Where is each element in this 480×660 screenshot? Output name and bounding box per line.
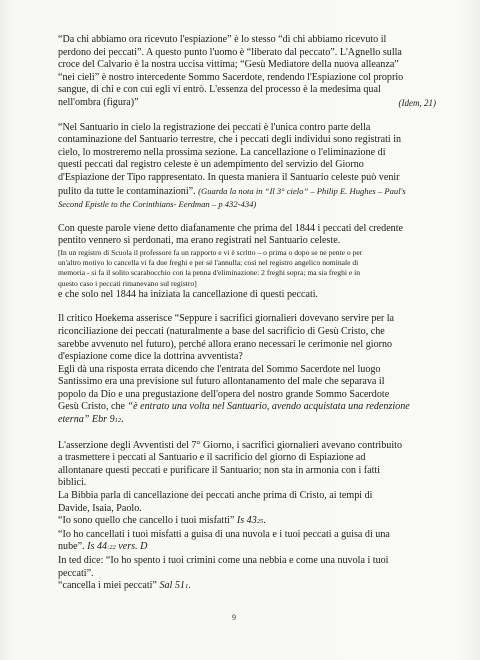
text-line [58,185,436,199]
text-line: “Nel Santuario in cielo la registrazione dei peccati è l'unica contro parte della [58,121,371,133]
text-line [58,515,436,529]
text-line: Egli dà una risposta errata dicendo che l'entrata del Sommo Sacerdote nel luogo [58,363,381,375]
text-line: Il critico Hoekema asserisce “Seppure i sacrifici giornalieri dovevano servire per la [58,313,395,325]
text-fragment: . [121,414,124,426]
text-line: Santissimo era una previsione sul futuro allontanamento del male che separava il [58,376,385,388]
text-line: sangue, di chi e con cui egli vi entrò. L'essenza del processo è la medesima qual [58,84,381,96]
bracket-note-line: [In un registro di Scuola il professore fa un rapporto e vi è scritto – o prima o dopo se ne pente o per [58,247,363,257]
text-line: d'Espiazione der Tipo rappresentato. In questa maniera il Santuario celeste può venir [58,171,400,183]
text-fragment: Gesù Cristo, che [58,401,128,413]
text-line: “Io ho cancellati i tuoi misfatti a guisa di una nuvola e i tuoi peccati a guisa di una [58,528,390,540]
text-line: riconciliazione dei peccati (naturalmente a base del sacrificio di Gesù Cristo, che [58,325,385,337]
scripture-quote: “è entrato una volta nel Santuario, avendo acquistata una redenzione [127,401,410,413]
text-line: biblici. [58,477,87,489]
paragraph-hoekema [58,313,436,427]
paragraph-1844 [58,223,436,302]
text-line: croce del Calvario è la nostra uccisa vittima; “Gesù Mediatore della nuova alleanza” [58,59,399,71]
text-line: contaminazione del Santuario terrestre, che i peccati degli individui sono registrati in [58,134,402,146]
citation: (Guarda la nota in “Il 3° cielo” – Philip E. Hughes – Paul's [198,185,406,196]
scripture-ref: Sal 51 [159,580,185,592]
text-fragment: nube”. [58,541,88,553]
text-line: questi peccati dal registro celeste è un adempimento del servizio del Giorno [58,159,364,171]
text-fragment: “Io sono quello che cancello i tuoi misfatti” [58,515,237,527]
text-line: pentito vennero sì perdonati, ma erano registrati nel Santuario celeste. [58,235,341,247]
text-line [58,414,436,428]
paragraph-sanctuary-registration [58,122,436,211]
text-line: sarebbe avvenuto nel futuro), perché allora erano necessari le cerimonie nel giorno [58,338,393,350]
scripture-quote: eterna” Ebr 9 [58,414,115,426]
text-line: In ted dice: “Io ho spento i tuoi crimini come una nebbia e come una nuvola i tuoi [58,555,389,566]
text-line [58,401,436,414]
text-line: popolo da Dio e una pregustazione dell'opera del nostro grande Sommo Sacerdote [58,388,390,400]
text-line: “Da chi abbiamo ora ricevuto l'espiazione” è lo stesso “di chi abbiamo ricevuto il [58,34,387,45]
text-line: e che solo nel 1844 ha iniziata la cancellazione di questi peccati. [58,288,319,300]
citation: (Idem, 21) [398,97,436,108]
page-number: 9 [232,613,236,622]
text-line: cielo, lo mostreremo nella prossima sezione. La cancellazione o l'eliminazione di [58,146,386,158]
text-line: Davide, Isaia, Paolo. [58,502,142,514]
text-line: “nei cieli” è nostro intercedente Sommo Sacerdote, rendendo l'Espiazione col proprio [58,71,404,83]
scripture-ref: Is 44 [87,541,108,553]
verse-number: 12 [114,417,122,425]
text-line: Con queste parole viene detto diafanamente che prima del 1844 i peccati del credente [58,222,404,234]
paragraph-adventist-assertion [58,440,436,594]
text-line: d'espiazione come dice la dottrina avventista? [58,351,243,363]
page-body [58,34,436,606]
bracket-note-line: memoria - si fa il solito scarabocchio con la penna d'eliminazione: 2 freghi sopra; ma sia freghi e in [58,268,361,278]
text-line: peccati”. [58,567,94,579]
scripture-ref: vers. D [115,541,148,553]
verse-number: 1 [184,583,189,591]
bracket-note-line: un'altro motivo lo cancella vi fa due freghi e per sé l'annulla; così nel registro angelico nominale di [58,258,359,268]
text-line: a trasmettere i peccati al Santuario e il sacrificio del giorno di Espiazione ad [58,452,366,464]
text-line [58,580,436,594]
text-line: La Bibbia parla di cancellazione dei peccati anche prima di Cristo, ai tempi di [58,490,373,502]
scripture-ref: Is 43 [236,515,257,527]
text-line: L'asserzione degli Avventisti del 7° Giorno, i sacrifici giornalieri avevano contribuito [58,439,402,451]
text-fragment: . [188,580,191,592]
text-line: perdono dei peccati”. A questo punto l'uomo è “liberato dal peccato”. L'Agnello sulla [58,46,402,58]
bracket-note-line: questo caso i peccati rimanevano sul registro] [58,278,197,288]
text-fragment: “cancella i miei peccati” [58,580,160,592]
text-line [58,541,436,555]
paragraph-quote-idem [58,34,436,110]
text-fragment: . [263,515,266,527]
verse-number: :22 [107,544,116,552]
text-line [58,97,436,110]
text-line: allontanare questi peccati e purificare il Santuario; non sta in armonia con i fatti [58,464,381,476]
text-fragment: nell'ombra (figura)” [58,96,139,108]
citation: Second Epistle to the Corinthians- Eerdman – p 432-434) [58,199,257,210]
text-fragment: pulito da tutte le contaminazioni”. [58,185,199,197]
verse-number: 25 [256,518,264,526]
